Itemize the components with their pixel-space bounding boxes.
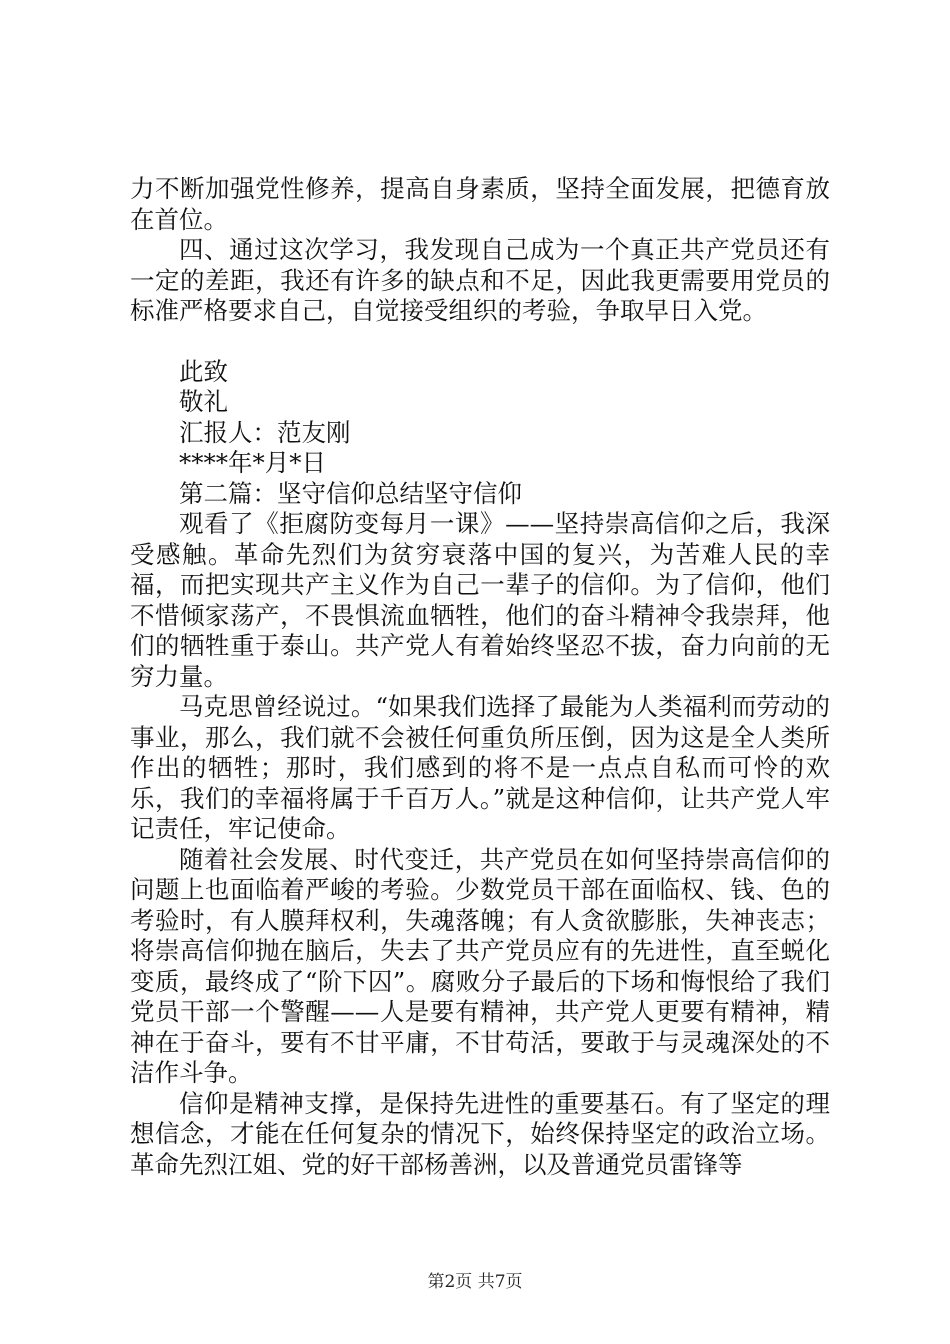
closing-salutation: 此致 xyxy=(179,356,228,386)
section-title: 第二篇：坚守信仰总结坚守信仰 xyxy=(179,478,522,508)
report-date: ****年*月*日 xyxy=(179,448,326,477)
document-body xyxy=(130,174,830,1180)
paragraph-continued: 力不断加强党性修养，提高自身素质，坚持全面发展，把德育放在首位。 xyxy=(130,174,830,234)
reporter-line: 汇报人：范友刚 xyxy=(179,417,351,447)
paragraph-point-four: 四、通过这次学习，我发现自己成为一个真正共产党员还有一定的差距，我还有许多的缺点和不足，因此我更需要用党员的标准严格要求自己，自觉接受组织的考验，争取早日入党。 xyxy=(130,235,830,325)
blank-line xyxy=(130,327,830,357)
page-number-footer: 第2页 共7页 xyxy=(427,1272,523,1292)
paragraph: 马克思曾经说过。“如果我们选择了最能为人类福利而劳动的事业，那么，我们就不会被任何重负所压倒，因为这是全人类所作出的牺牲；那时，我们感到的将不是一点点自私而可怜的欢乐，我们的幸福将属于千百万人。”就是这种信仰，让共产党人牢记责任，牢记使命。 xyxy=(130,692,830,843)
closing-regards: 敬礼 xyxy=(179,387,228,416)
paragraph: 随着社会发展、时代变迁，共产党员在如何坚持崇高信仰的问题上也面临着严峻的考验。少数党员干部在面临权、钱、色的考验时，有人膜拜权利，失魂落魄；有人贪欲膨胀，失神丧志；将崇高信仰抛在脑后，失去了共产党员应有的先进性，直至蜕化变质，最终成了“阶下囚”。腐败分子最后的下场和悔恨给了我们党员干部一个警醒——人是要有精神，共产党人更要有精神，精神在于奋斗，要有不甘平庸，不甘苟活，要敢于与灵魂深处的不洁作斗争。 xyxy=(130,844,830,1087)
paragraph: 观看了《拒腐防变每月一课》——坚持崇高信仰之后，我深受感触。革命先烈们为贫穷衰落中国的复兴，为苦难人民的幸福，而把实现共产主义作为自己一辈子的信仰。为了信仰，他们不惜倾家荡产，不畏惧流血牺牲，他们的奋斗精神令我崇拜，他们的牺牲重于泰山。共产党人有着始终坚忍不拔，奋力向前的无穷力量。 xyxy=(130,509,830,691)
paragraph: 信仰是精神支撑，是保持先进性的重要基石。有了坚定的理想信念，才能在任何复杂的情况下，始终保持坚定的政治立场。革命先烈江姐、党的好干部杨善洲，以及普通党员雷锋等 xyxy=(130,1088,830,1179)
